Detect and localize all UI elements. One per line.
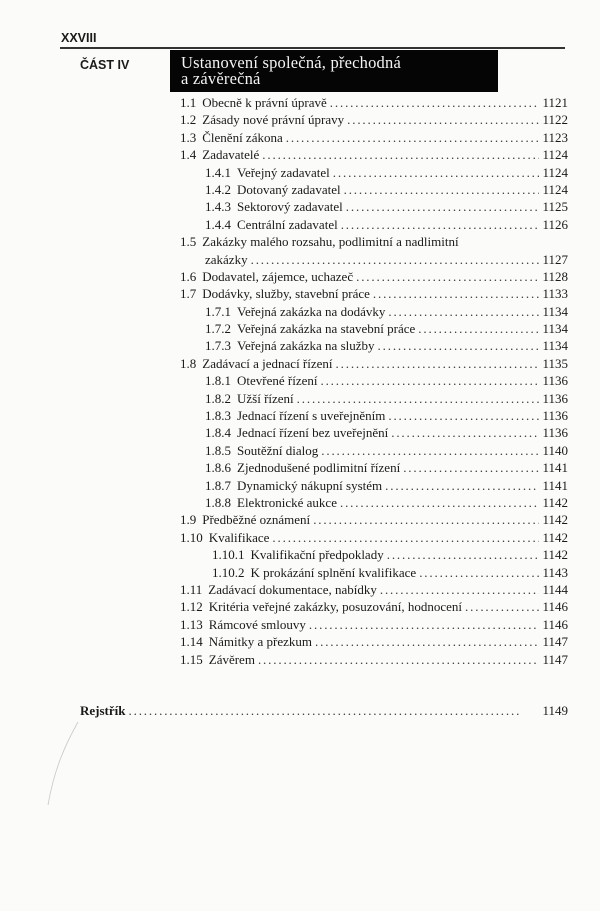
toc-entry-title: Veřejná zakázka na služby bbox=[237, 338, 375, 354]
dot-leader bbox=[321, 443, 539, 459]
dot-leader bbox=[391, 425, 539, 441]
toc-entry[interactable] bbox=[180, 565, 568, 582]
toc-entry-page: 1127 bbox=[542, 251, 568, 267]
toc-entry-title: Zadavatelé bbox=[202, 147, 260, 163]
toc-entry-title: Dynamický nákupní systém bbox=[237, 477, 383, 493]
toc-entry-title: Zásady nové právní úpravy bbox=[202, 112, 345, 128]
toc-entry[interactable] bbox=[180, 304, 568, 321]
toc-entry-title: Jednací řízení s uveřejněním bbox=[237, 408, 386, 424]
dot-leader bbox=[333, 165, 540, 181]
toc-entry-page: 1140 bbox=[542, 442, 568, 458]
toc-entry-number: 1.4.3 bbox=[205, 199, 231, 215]
dot-leader bbox=[388, 408, 539, 424]
toc-entry-title: Veřejná zakázka na dodávky bbox=[237, 303, 386, 319]
toc-entry-title: K prokázání splnění kvalifikace bbox=[250, 564, 417, 580]
toc-entry[interactable] bbox=[180, 530, 568, 547]
dot-leader bbox=[336, 356, 540, 372]
toc-entry[interactable] bbox=[180, 460, 568, 477]
toc-entry-page: 1141 bbox=[542, 460, 568, 476]
toc-entry-title: Členění zákona bbox=[202, 129, 283, 145]
part-title bbox=[170, 50, 498, 92]
toc-entry-title: Závěrem bbox=[208, 651, 255, 667]
dot-leader bbox=[272, 530, 539, 546]
toc-entry-title: Soutěžní dialog bbox=[237, 442, 319, 458]
toc-entry[interactable] bbox=[180, 217, 568, 234]
dot-leader bbox=[465, 599, 539, 615]
toc-entry-page: 1142 bbox=[542, 547, 568, 563]
dot-leader bbox=[403, 460, 539, 476]
toc-entry-number: 1.1 bbox=[180, 95, 197, 110]
toc-entry-number: 1.8.8 bbox=[205, 494, 231, 510]
toc-entry-title: Rejstřík bbox=[80, 703, 126, 718]
dot-leader bbox=[341, 217, 540, 233]
toc-entry[interactable] bbox=[180, 165, 568, 182]
toc-entry-number: 1.10.1 bbox=[212, 547, 245, 563]
toc-entry[interactable] bbox=[180, 391, 568, 408]
dot-leader bbox=[380, 582, 540, 598]
toc-entry-number: 1.3 bbox=[180, 129, 197, 145]
toc-entry-number: 1.7.3 bbox=[205, 338, 231, 354]
dot-leader bbox=[419, 565, 539, 581]
toc-entry-page: 1144 bbox=[542, 581, 568, 597]
dot-leader bbox=[251, 252, 540, 268]
part-title-line2: a závěrečná bbox=[181, 69, 261, 88]
toc-entry-number: 1.8.5 bbox=[205, 442, 231, 458]
toc-entry-page: 1128 bbox=[542, 268, 568, 284]
toc-entry[interactable] bbox=[180, 478, 568, 495]
toc-entry-title-cont: zakázky bbox=[205, 251, 248, 267]
toc-entry-page: 1136 bbox=[542, 373, 568, 389]
toc-entry-number: 1.2 bbox=[180, 112, 197, 128]
toc-entry-number: 1.10 bbox=[180, 529, 203, 545]
dot-leader bbox=[347, 112, 539, 128]
toc-entry-title: Rámcové smlouvy bbox=[208, 616, 306, 632]
dot-leader bbox=[309, 617, 540, 633]
toc-entry[interactable] bbox=[180, 617, 568, 634]
toc-entry[interactable] bbox=[180, 338, 568, 355]
toc-entry[interactable] bbox=[180, 95, 568, 112]
toc-entry-number: 1.8.7 bbox=[205, 477, 231, 493]
toc-entry[interactable] bbox=[180, 199, 568, 216]
toc-entry[interactable] bbox=[180, 147, 568, 164]
toc-entry-number: 1.12 bbox=[180, 599, 203, 615]
toc-entry-number: 1.7.1 bbox=[205, 303, 231, 319]
part-label: ČÁST IV bbox=[80, 58, 130, 72]
toc-entry-continuation bbox=[180, 252, 568, 269]
toc-entry-number: 1.14 bbox=[180, 634, 203, 650]
toc-entry-number: 1.6 bbox=[180, 268, 197, 284]
toc-entry-page: 1147 bbox=[542, 651, 568, 667]
toc-entry-page: 1146 bbox=[542, 616, 568, 632]
dot-leader bbox=[356, 269, 539, 285]
toc-entry-number: 1.8.6 bbox=[205, 460, 231, 476]
toc-entry-title: Dodávky, služby, stavební práce bbox=[202, 286, 370, 302]
header-rule bbox=[60, 47, 565, 49]
toc-entry-title: Námitky a přezkum bbox=[208, 634, 312, 650]
toc-entry-number: 1.8 bbox=[180, 355, 197, 371]
pencil-mark bbox=[40, 720, 90, 810]
toc-entry[interactable] bbox=[180, 356, 568, 373]
running-head-page-number: XXVIII bbox=[61, 31, 97, 45]
toc-entry-title: Zadávací a jednací řízení bbox=[202, 355, 333, 371]
toc-entry[interactable] bbox=[180, 582, 568, 599]
toc-entry-number: 1.7 bbox=[180, 286, 197, 302]
toc-entry-title: Obecně k právní úpravě bbox=[202, 95, 327, 110]
dot-leader bbox=[378, 338, 540, 354]
toc-entry[interactable] bbox=[180, 512, 568, 529]
toc-entry-page: 1134 bbox=[542, 321, 568, 337]
toc-entry[interactable] bbox=[180, 425, 568, 442]
toc-entry-title: Veřejná zakázka na stavební práce bbox=[237, 321, 416, 337]
toc-entry-number: 1.8.1 bbox=[205, 373, 231, 389]
toc-entry[interactable] bbox=[180, 112, 568, 129]
toc-entry-title: Dotovaný zadavatel bbox=[237, 181, 341, 197]
dot-leader bbox=[129, 703, 540, 719]
toc-entry-page: 1121 bbox=[542, 95, 568, 110]
part-title-line1: Ustanovení společná, přechodná bbox=[181, 53, 401, 72]
dot-leader bbox=[315, 634, 539, 650]
dot-leader bbox=[297, 391, 540, 407]
toc-entry-title: Veřejný zadavatel bbox=[237, 164, 330, 180]
toc-entry-page: 1122 bbox=[542, 112, 568, 128]
dot-leader bbox=[373, 286, 540, 302]
toc-entry-page: 1136 bbox=[542, 408, 568, 424]
toc-entry-page: 1133 bbox=[542, 286, 568, 302]
toc-entry-page: 1124 bbox=[542, 164, 568, 180]
toc-entry-page: 1124 bbox=[542, 147, 568, 163]
dot-leader bbox=[330, 95, 540, 111]
toc-entry-page: 1143 bbox=[542, 564, 568, 580]
dot-leader bbox=[388, 304, 539, 320]
toc-entry-title: Předběžné oznámení bbox=[202, 512, 311, 528]
dot-leader bbox=[418, 321, 539, 337]
dot-leader bbox=[340, 495, 539, 511]
toc-entry-title: Zjednodušené podlimitní řízení bbox=[237, 460, 401, 476]
toc-entry-page: 1134 bbox=[542, 303, 568, 319]
toc-entry-number: 1.10.2 bbox=[212, 564, 245, 580]
toc-entry-page: 1142 bbox=[542, 494, 568, 510]
toc-entry[interactable] bbox=[180, 652, 568, 669]
dot-leader bbox=[344, 182, 540, 198]
toc-entry-page: 1135 bbox=[542, 355, 568, 371]
toc-entry-page: 1146 bbox=[542, 599, 568, 615]
toc-entry-title: Sektorový zadavatel bbox=[237, 199, 343, 215]
toc-entry-title: Kvalifikační předpoklady bbox=[250, 547, 384, 563]
toc-entry-number: 1.4.4 bbox=[205, 216, 231, 232]
toc-entry-page: 1142 bbox=[542, 529, 568, 545]
toc-entry[interactable] bbox=[180, 443, 568, 460]
toc-entry-page: 1123 bbox=[542, 129, 568, 145]
toc-entry-title: Kvalifikace bbox=[208, 529, 270, 545]
toc-entry-index[interactable] bbox=[80, 703, 568, 719]
dot-leader bbox=[313, 512, 539, 528]
toc-entry-page: 1125 bbox=[542, 199, 568, 215]
toc-entry-number: 1.5 bbox=[180, 234, 197, 250]
toc-entry-page: 1134 bbox=[542, 338, 568, 354]
dot-leader bbox=[258, 652, 540, 668]
toc-entry-number: 1.11 bbox=[180, 581, 203, 597]
toc-entry-title: Elektronické aukce bbox=[237, 494, 337, 510]
toc-entry-number: 1.7.2 bbox=[205, 321, 231, 337]
toc-entry[interactable] bbox=[180, 269, 568, 286]
toc-entry-number: 1.8.3 bbox=[205, 408, 231, 424]
toc-entry-title: Jednací řízení bez uveřejnění bbox=[237, 425, 389, 441]
toc-entry-title: Centrální zadavatel bbox=[237, 216, 338, 232]
dot-leader bbox=[262, 147, 539, 163]
toc-entry-title: Dodavatel, zájemce, uchazeč bbox=[202, 268, 354, 284]
toc-entry-number: 1.4 bbox=[180, 147, 197, 163]
toc-entry-page: 1126 bbox=[542, 216, 568, 232]
toc-entry[interactable] bbox=[180, 634, 568, 651]
toc-entry-number: 1.4.2 bbox=[205, 181, 231, 197]
toc-entry[interactable] bbox=[180, 182, 568, 199]
toc-entry-number: 1.8.4 bbox=[205, 425, 231, 441]
toc-entry-page: 1136 bbox=[542, 425, 568, 441]
toc-entry[interactable] bbox=[180, 234, 568, 251]
toc-entry-page: 1142 bbox=[542, 512, 568, 528]
toc-entry[interactable] bbox=[180, 130, 568, 147]
toc-entry-number: 1.9 bbox=[180, 512, 197, 528]
toc-entry-page: 1147 bbox=[542, 634, 568, 650]
dot-leader bbox=[385, 478, 539, 494]
toc-entry[interactable] bbox=[180, 373, 568, 390]
toc-entry-number: 1.13 bbox=[180, 616, 203, 632]
toc-entry[interactable] bbox=[180, 321, 568, 338]
toc-entry-title: Zakázky malého rozsahu, podlimitní a nadlimitní bbox=[202, 234, 459, 250]
toc-entry-number: 1.15 bbox=[180, 651, 203, 667]
dot-leader bbox=[286, 130, 540, 146]
toc-entry-title: Kritéria veřejné zakázky, posuzování, hodnocení bbox=[208, 599, 463, 615]
toc-entry[interactable] bbox=[180, 495, 568, 512]
toc-entry-number: 1.8.2 bbox=[205, 390, 231, 406]
toc-entry-title: Otevřené řízení bbox=[237, 373, 318, 389]
dot-leader bbox=[346, 199, 540, 215]
toc-entry-page: 1124 bbox=[542, 181, 568, 197]
toc-entry-page: 1149 bbox=[542, 703, 568, 718]
toc-entry[interactable] bbox=[180, 547, 568, 564]
toc-entry-number: 1.4.1 bbox=[205, 164, 231, 180]
toc-entry[interactable] bbox=[180, 286, 568, 303]
toc-entry[interactable] bbox=[180, 408, 568, 425]
toc-entry-page: 1136 bbox=[542, 390, 568, 406]
toc-entry-title: Užší řízení bbox=[237, 390, 294, 406]
dot-leader bbox=[387, 547, 540, 563]
toc-entry-page: 1141 bbox=[542, 477, 568, 493]
dot-leader bbox=[320, 373, 539, 389]
table-of-contents bbox=[180, 95, 568, 669]
toc-entry[interactable] bbox=[180, 599, 568, 616]
toc-entry-title: Zadávací dokumentace, nabídky bbox=[208, 581, 377, 597]
